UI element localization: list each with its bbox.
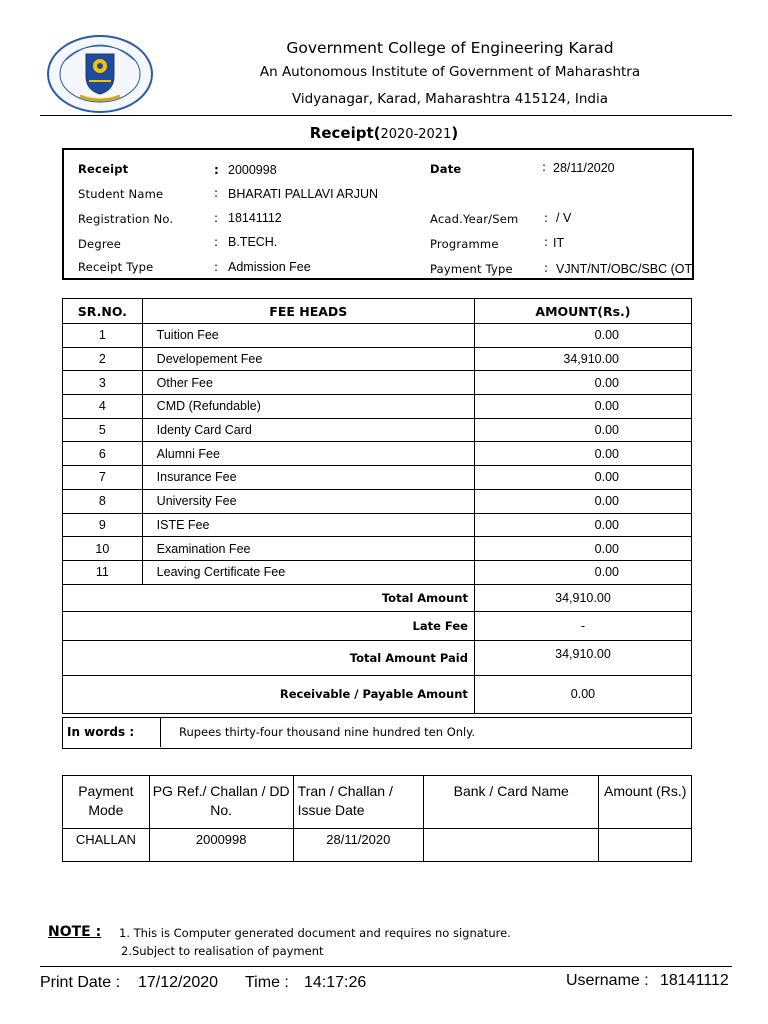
payment-type-label: Payment Type	[430, 262, 513, 276]
academic-year: 2020-2021	[380, 127, 452, 142]
footer-divider	[40, 966, 732, 967]
payment-row	[63, 829, 692, 862]
total-paid-label: Total Amount Paid	[63, 640, 475, 675]
receipt-type-label: Receipt Type	[78, 260, 154, 274]
student-name-value: BHARATI PALLAVI ARJUN	[228, 187, 379, 201]
payment-mode-value: CHALLAN	[63, 829, 150, 862]
time-value: 14:17:26	[304, 974, 367, 991]
colon: :	[214, 235, 219, 249]
college-logo	[46, 34, 154, 114]
fee-sr-no: 10	[63, 537, 143, 561]
col-fee-heads: FEE HEADS	[142, 299, 474, 324]
colon: :	[542, 160, 547, 174]
late-fee-label: Late Fee	[63, 611, 475, 640]
degree-value: B.TECH.	[228, 235, 278, 249]
total-amount-value: 34,910.00	[474, 584, 691, 611]
fee-sr-no: 5	[63, 418, 143, 442]
fee-head-name: Examination Fee	[142, 537, 474, 561]
fee-sr-no: 4	[63, 395, 143, 419]
fee-sr-no: 6	[63, 442, 143, 466]
acad-year-label: Acad.Year/Sem	[430, 212, 519, 226]
fee-row	[63, 371, 692, 395]
receivable-value: 0.00	[474, 675, 691, 713]
fee-row	[63, 324, 692, 348]
payment-type-value: VJNT/NT/OBC/SBC (OT	[556, 262, 693, 276]
tran-date-value: 28/11/2020	[293, 829, 423, 862]
registration-value: 18141112	[228, 211, 282, 225]
col-tran-date: Tran / Challan / Issue Date	[293, 776, 423, 829]
fee-amount: 0.00	[474, 489, 691, 513]
fee-table-header	[63, 299, 692, 324]
in-words-label: In words :	[63, 718, 161, 747]
total-amount-label: Total Amount	[63, 584, 475, 611]
late-fee-value: -	[474, 611, 691, 640]
fee-head-name: Identy Card Card	[142, 418, 474, 442]
bank-name-value	[423, 829, 598, 862]
fee-head-name: Insurance Fee	[142, 466, 474, 490]
fee-amount: 0.00	[474, 371, 691, 395]
payment-table	[62, 775, 692, 862]
col-bank-name: Bank / Card Name	[423, 776, 598, 829]
colon: :	[214, 260, 219, 274]
fee-sr-no: 8	[63, 489, 143, 513]
fee-head-name: Leaving Certificate Fee	[142, 560, 474, 584]
print-date-label: Print Date :	[40, 974, 121, 991]
receipt-title: Receipt(2020-2021)	[309, 124, 459, 142]
fee-sr-no: 1	[63, 324, 143, 348]
note-title: NOTE :	[48, 924, 102, 940]
in-words-value: Rupees thirty-four thousand nine hundred ten Only.	[179, 725, 476, 739]
date-value: 28/11/2020	[553, 161, 615, 175]
fee-table	[62, 298, 692, 714]
fee-head-name: University Fee	[142, 489, 474, 513]
fee-head-name: Alumni Fee	[142, 442, 474, 466]
colon: :	[214, 163, 219, 177]
fee-amount: 0.00	[474, 418, 691, 442]
colon: :	[544, 235, 549, 249]
receivable-label: Receivable / Payable Amount	[63, 675, 475, 713]
degree-label: Degree	[78, 237, 122, 251]
total-paid-row	[63, 640, 692, 675]
pg-ref-value: 2000998	[149, 829, 293, 862]
colon: :	[214, 211, 219, 225]
late-fee-row	[63, 611, 692, 640]
college-subtitle: An Autonomous Institute of Government of Maharashtra	[259, 64, 641, 80]
fee-amount: 34,910.00	[474, 347, 691, 371]
fee-amount: 0.00	[474, 466, 691, 490]
acad-year-value: / V	[556, 211, 572, 225]
note-line-1: 1. This is Computer generated document and requires no signature.	[119, 926, 511, 940]
fee-sr-no: 11	[63, 560, 143, 584]
college-name: Government College of Engineering Karad	[286, 39, 614, 57]
fee-amount: 0.00	[474, 395, 691, 419]
header-divider	[40, 115, 732, 116]
username-value: 18141112	[660, 972, 729, 989]
college-address: Vidyanagar, Karad, Maharashtra 415124, India	[291, 91, 608, 107]
fee-row	[63, 347, 692, 371]
fee-amount: 0.00	[474, 324, 691, 348]
fee-sr-no: 2	[63, 347, 143, 371]
fee-rows	[63, 324, 692, 585]
colon: :	[544, 261, 549, 275]
fee-row	[63, 489, 692, 513]
payment-table-header	[63, 776, 692, 829]
date-label: Date	[430, 162, 462, 176]
registration-label: Registration No.	[78, 212, 174, 226]
fee-head-name: Other Fee	[142, 371, 474, 395]
fee-sr-no: 3	[63, 371, 143, 395]
fee-head-name: Developement Fee	[142, 347, 474, 371]
fee-sr-no: 7	[63, 466, 143, 490]
col-payment-mode: Payment Mode	[63, 776, 150, 829]
fee-head-name: Tuition Fee	[142, 324, 474, 348]
receipt-type-value: Admission Fee	[228, 260, 311, 274]
col-sr-no: SR.NO.	[63, 299, 143, 324]
receipt-label: Receipt	[78, 162, 129, 176]
colon: :	[544, 211, 549, 225]
in-words-box	[62, 717, 692, 749]
time-label: Time :	[245, 974, 289, 991]
fee-amount: 0.00	[474, 442, 691, 466]
programme-value: IT	[553, 236, 565, 250]
col-amount: Amount (Rs.)	[599, 776, 692, 829]
colon: :	[214, 186, 219, 200]
total-amount-row	[63, 584, 692, 611]
fee-amount: 0.00	[474, 537, 691, 561]
fee-sr-no: 9	[63, 513, 143, 537]
fee-row	[63, 560, 692, 584]
col-pg-ref: PG Ref./ Challan / DD No.	[149, 776, 293, 829]
fee-head-name: CMD (Refundable)	[142, 395, 474, 419]
fee-row	[63, 395, 692, 419]
print-date-value: 17/12/2020	[138, 974, 219, 991]
username-label: Username :	[566, 972, 649, 989]
payment-amount-value	[599, 829, 692, 862]
fee-row	[63, 442, 692, 466]
programme-label: Programme	[430, 237, 499, 251]
receivable-row	[63, 675, 692, 713]
receipt-info-box	[62, 148, 694, 280]
fee-amount: 0.00	[474, 513, 691, 537]
fee-row	[63, 418, 692, 442]
total-paid-value: 34,910.00	[474, 640, 691, 675]
student-name-label: Student Name	[78, 187, 164, 201]
fee-amount: 0.00	[474, 560, 691, 584]
col-amount: AMOUNT(Rs.)	[474, 299, 691, 324]
receipt-number: 2000998	[228, 163, 277, 177]
fee-row	[63, 466, 692, 490]
fee-row	[63, 537, 692, 561]
fee-row	[63, 513, 692, 537]
note-line-2: 2.Subject to realisation of payment	[121, 944, 324, 958]
fee-head-name: ISTE Fee	[142, 513, 474, 537]
